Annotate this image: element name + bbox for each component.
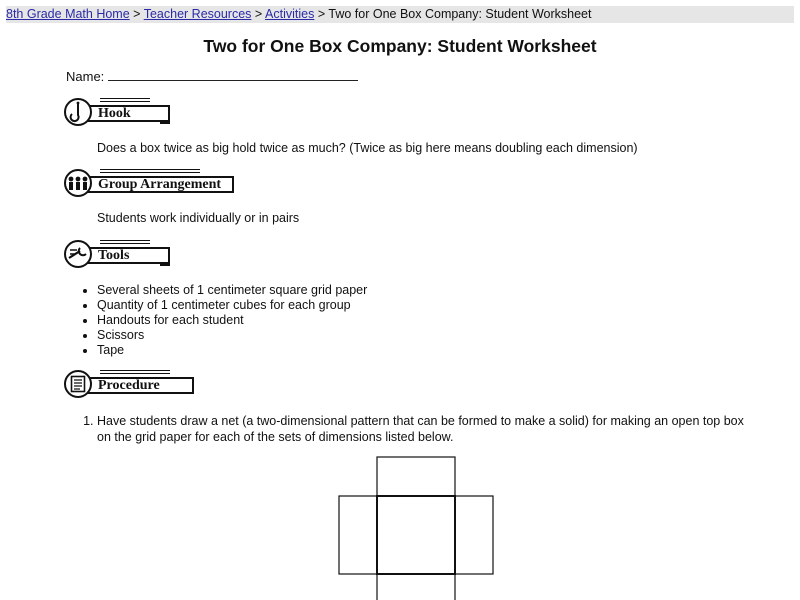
breadcrumb-separator: > [317, 7, 326, 21]
net-back-flap [377, 457, 455, 496]
hook-icon [64, 98, 92, 126]
page-title: Two for One Box Company: Student Worksheet [203, 36, 597, 56]
breadcrumb-link-teacher-resources[interactable]: Teacher Resources [143, 7, 252, 21]
section-title-hook: Hook [98, 106, 131, 121]
group-text: Students work individually or in pairs [97, 211, 300, 225]
breadcrumb-separator: > [133, 7, 141, 21]
wrench-icon [64, 240, 92, 268]
net-base [377, 496, 455, 574]
list-item: 1. Have students draw a net (a two-dimensional pattern that can be formed to make a solid) for making an open top box on the grid paper for each of the sets of dimensions listed below. [97, 413, 747, 445]
section-title-procedure: Procedure [98, 378, 160, 393]
people-icon [64, 169, 92, 197]
section-title-bar [84, 176, 234, 193]
breadcrumb-current: Two for One Box Company: Student Worksheet [328, 7, 592, 21]
list-item: • Several sheets of 1 centimeter square grid paper [97, 283, 367, 298]
list-icon [64, 370, 92, 398]
section-title-bar [84, 247, 170, 264]
net-left-flap [339, 496, 377, 574]
section-title-bar [84, 105, 170, 122]
breadcrumb-link-math-home[interactable]: 8th Grade Math Home [6, 7, 130, 21]
hook-text: Does a box twice as big hold twice as much? (Twice as big here means doubling each dimension) [97, 141, 638, 155]
section-title-group: Group Arrangement [98, 177, 222, 192]
breadcrumb-link-activities[interactable]: Activities [265, 7, 315, 21]
list-item: • Quantity of 1 centimeter cubes for each group [97, 298, 367, 313]
name-label: Name: [66, 69, 105, 84]
breadcrumb-separator: > [254, 7, 263, 21]
net-right-flap [455, 496, 493, 574]
list-item: • Handouts for each student [97, 313, 367, 328]
section-title-bar [84, 377, 194, 394]
list-item: • Scissors [97, 328, 367, 343]
list-item: • Tape [97, 343, 367, 358]
section-title-tools: Tools [98, 248, 130, 263]
net-front-flap [377, 574, 455, 600]
